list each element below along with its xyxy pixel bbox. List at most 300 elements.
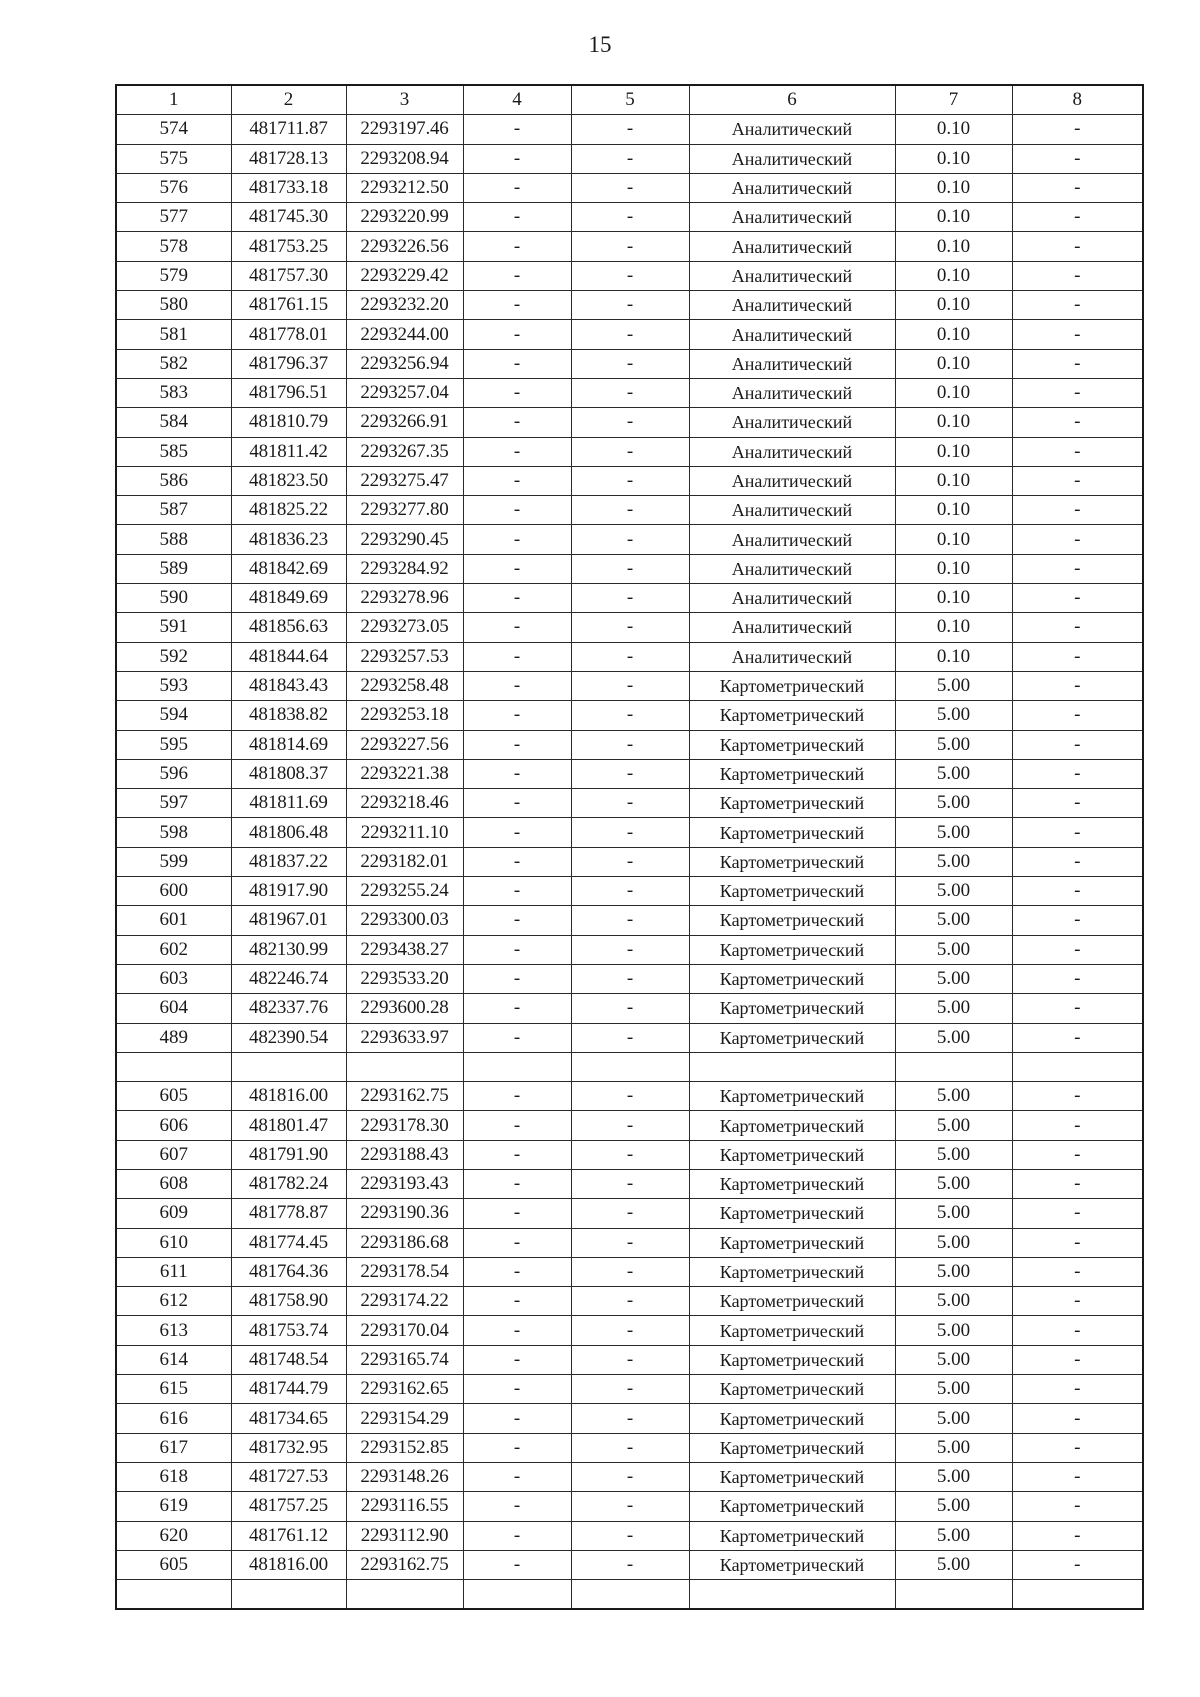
method-cell: Картометрический (689, 1521, 895, 1550)
col5-cell (571, 1580, 689, 1610)
col4-cell: - (463, 1257, 571, 1286)
col4-cell: - (463, 642, 571, 671)
accuracy-cell: 5.00 (895, 1228, 1012, 1257)
method-cell: Картометрический (689, 759, 895, 788)
table-row (116, 759, 1143, 788)
method-cell: Картометрический (689, 1404, 895, 1433)
col4-cell: - (463, 994, 571, 1023)
table-row (116, 1316, 1143, 1345)
table-row (116, 1052, 1143, 1081)
accuracy-cell: 5.00 (895, 964, 1012, 993)
table-row (116, 349, 1143, 378)
col4-cell: - (463, 1345, 571, 1374)
table-row (116, 671, 1143, 700)
accuracy-cell: 5.00 (895, 1169, 1012, 1198)
col5-cell: - (571, 1082, 689, 1111)
method-cell: Картометрический (689, 1345, 895, 1374)
col5-cell: - (571, 232, 689, 261)
x-coordinate-cell: 481825.22 (231, 496, 346, 525)
method-cell: Картометрический (689, 1023, 895, 1052)
point-number-cell: 577 (116, 203, 231, 232)
x-coordinate-cell: 481782.24 (231, 1169, 346, 1198)
point-number-cell: 619 (116, 1492, 231, 1521)
point-number-cell: 581 (116, 320, 231, 349)
point-number-cell: 614 (116, 1345, 231, 1374)
x-coordinate-cell: 482390.54 (231, 1023, 346, 1052)
col5-cell: - (571, 525, 689, 554)
x-coordinate-cell: 481791.90 (231, 1140, 346, 1169)
x-coordinate-cell: 481806.48 (231, 818, 346, 847)
table-row (116, 1345, 1143, 1374)
y-coordinate-cell: 2293258.48 (346, 671, 463, 700)
accuracy-cell: 0.10 (895, 496, 1012, 525)
col5-cell: - (571, 1023, 689, 1052)
method-cell: Картометрический (689, 1169, 895, 1198)
col5-cell: - (571, 1257, 689, 1286)
col4-cell: - (463, 613, 571, 642)
x-coordinate-cell: 481744.79 (231, 1375, 346, 1404)
method-cell: Картометрический (689, 1433, 895, 1462)
col5-cell: - (571, 1199, 689, 1228)
col8-cell: - (1012, 613, 1143, 642)
x-coordinate-cell: 481810.79 (231, 408, 346, 437)
accuracy-cell: 5.00 (895, 994, 1012, 1023)
x-coordinate-cell: 481849.69 (231, 584, 346, 613)
col5-cell: - (571, 613, 689, 642)
table-row (116, 1257, 1143, 1286)
col8-cell: - (1012, 291, 1143, 320)
col8-cell: - (1012, 1462, 1143, 1491)
column-header: 3 (346, 85, 463, 115)
x-coordinate-cell: 481917.90 (231, 877, 346, 906)
table-row (116, 437, 1143, 466)
table-row (116, 935, 1143, 964)
col5-cell: - (571, 877, 689, 906)
table-row (116, 466, 1143, 495)
x-coordinate-cell: 481774.45 (231, 1228, 346, 1257)
col4-cell: - (463, 730, 571, 759)
col4-cell: - (463, 1169, 571, 1198)
col8-cell: - (1012, 437, 1143, 466)
col5-cell: - (571, 906, 689, 935)
col8-cell: - (1012, 1492, 1143, 1521)
accuracy-cell: 0.10 (895, 525, 1012, 554)
point-number-cell: 599 (116, 847, 231, 876)
col4-cell: - (463, 1023, 571, 1052)
x-coordinate-cell: 481801.47 (231, 1111, 346, 1140)
col5-cell: - (571, 789, 689, 818)
col5-cell: - (571, 144, 689, 173)
point-number-cell (116, 1052, 231, 1081)
col8-cell: - (1012, 1140, 1143, 1169)
accuracy-cell: 0.10 (895, 584, 1012, 613)
accuracy-cell: 5.00 (895, 1462, 1012, 1491)
col8-cell: - (1012, 818, 1143, 847)
col5-cell: - (571, 759, 689, 788)
y-coordinate-cell: 2293154.29 (346, 1404, 463, 1433)
col5-cell: - (571, 584, 689, 613)
accuracy-cell: 5.00 (895, 1287, 1012, 1316)
col4-cell: - (463, 1550, 571, 1579)
table-row (116, 994, 1143, 1023)
col8-cell: - (1012, 1521, 1143, 1550)
y-coordinate-cell: 2293148.26 (346, 1462, 463, 1491)
col4-cell (463, 1052, 571, 1081)
method-cell: Картометрический (689, 730, 895, 759)
accuracy-cell: 0.10 (895, 115, 1012, 144)
table-row (116, 1580, 1143, 1610)
accuracy-cell: 5.00 (895, 671, 1012, 700)
method-cell: Аналитический (689, 173, 895, 202)
y-coordinate-cell: 2293211.10 (346, 818, 463, 847)
col4-cell: - (463, 291, 571, 320)
method-cell: Аналитический (689, 525, 895, 554)
y-coordinate-cell: 2293221.38 (346, 759, 463, 788)
table-row (116, 408, 1143, 437)
col4-cell: - (463, 408, 571, 437)
col5-cell: - (571, 378, 689, 407)
table-row (116, 1287, 1143, 1316)
x-coordinate-cell: 481757.25 (231, 1492, 346, 1521)
accuracy-cell: 0.10 (895, 554, 1012, 583)
col8-cell: - (1012, 261, 1143, 290)
col8-cell: - (1012, 1228, 1143, 1257)
x-coordinate-cell: 481796.37 (231, 349, 346, 378)
y-coordinate-cell: 2293266.91 (346, 408, 463, 437)
x-coordinate-cell: 481856.63 (231, 613, 346, 642)
col5-cell: - (571, 730, 689, 759)
table-row (116, 1082, 1143, 1111)
column-header: 2 (231, 85, 346, 115)
accuracy-cell: 5.00 (895, 730, 1012, 759)
accuracy-cell: 0.10 (895, 437, 1012, 466)
point-number-cell: 604 (116, 994, 231, 1023)
table-row (116, 847, 1143, 876)
col8-cell: - (1012, 1316, 1143, 1345)
col5-cell: - (571, 847, 689, 876)
y-coordinate-cell: 2293273.05 (346, 613, 463, 642)
column-header: 8 (1012, 85, 1143, 115)
col8-cell: - (1012, 232, 1143, 261)
point-number-cell: 605 (116, 1082, 231, 1111)
col8-cell: - (1012, 144, 1143, 173)
x-coordinate-cell: 481816.00 (231, 1550, 346, 1579)
y-coordinate-cell: 2293208.94 (346, 144, 463, 173)
col8-cell: - (1012, 496, 1143, 525)
col4-cell: - (463, 320, 571, 349)
y-coordinate-cell: 2293253.18 (346, 701, 463, 730)
table-row (116, 144, 1143, 173)
col4-cell: - (463, 349, 571, 378)
accuracy-cell: 5.00 (895, 1433, 1012, 1462)
table-row (116, 554, 1143, 583)
col5-cell: - (571, 818, 689, 847)
accuracy-cell: 5.00 (895, 789, 1012, 818)
y-coordinate-cell: 2293300.03 (346, 906, 463, 935)
y-coordinate-cell (346, 1052, 463, 1081)
coordinates-table (115, 84, 1144, 1610)
table-row (116, 964, 1143, 993)
col8-cell: - (1012, 378, 1143, 407)
col4-cell: - (463, 1375, 571, 1404)
point-number-cell: 575 (116, 144, 231, 173)
method-cell: Картометрический (689, 847, 895, 876)
y-coordinate-cell: 2293267.35 (346, 437, 463, 466)
method-cell: Картометрический (689, 789, 895, 818)
method-cell: Картометрический (689, 964, 895, 993)
x-coordinate-cell: 481757.30 (231, 261, 346, 290)
point-number-cell: 607 (116, 1140, 231, 1169)
table-row (116, 115, 1143, 144)
accuracy-cell: 0.10 (895, 320, 1012, 349)
x-coordinate-cell: 481843.43 (231, 671, 346, 700)
col5-cell: - (571, 1521, 689, 1550)
y-coordinate-cell: 2293162.75 (346, 1550, 463, 1579)
col4-cell: - (463, 554, 571, 583)
col8-cell: - (1012, 115, 1143, 144)
table-row (116, 1404, 1143, 1433)
col8-cell: - (1012, 701, 1143, 730)
point-number-cell: 609 (116, 1199, 231, 1228)
y-coordinate-cell: 2293257.04 (346, 378, 463, 407)
x-coordinate-cell: 481728.13 (231, 144, 346, 173)
col4-cell: - (463, 466, 571, 495)
col8-cell: - (1012, 1404, 1143, 1433)
column-header: 7 (895, 85, 1012, 115)
col4-cell: - (463, 378, 571, 407)
x-coordinate-cell: 481764.36 (231, 1257, 346, 1286)
x-coordinate-cell: 481823.50 (231, 466, 346, 495)
col8-cell: - (1012, 994, 1143, 1023)
y-coordinate-cell: 2293284.92 (346, 554, 463, 583)
table-row (116, 730, 1143, 759)
method-cell: Аналитический (689, 115, 895, 144)
page-number: 15 (588, 32, 612, 57)
col8-cell: - (1012, 1257, 1143, 1286)
y-coordinate-cell: 2293277.80 (346, 496, 463, 525)
table-row (116, 173, 1143, 202)
y-coordinate-cell: 2293227.56 (346, 730, 463, 759)
x-coordinate-cell: 481837.22 (231, 847, 346, 876)
accuracy-cell: 0.10 (895, 408, 1012, 437)
point-number-cell: 617 (116, 1433, 231, 1462)
y-coordinate-cell: 2293193.43 (346, 1169, 463, 1198)
accuracy-cell: 5.00 (895, 1257, 1012, 1286)
method-cell: Аналитический (689, 378, 895, 407)
col4-cell: - (463, 232, 571, 261)
point-number-cell: 616 (116, 1404, 231, 1433)
col5-cell: - (571, 935, 689, 964)
point-number-cell: 610 (116, 1228, 231, 1257)
col8-cell: - (1012, 349, 1143, 378)
point-number-cell: 583 (116, 378, 231, 407)
table-header-row (116, 85, 1143, 115)
point-number-cell: 574 (116, 115, 231, 144)
method-cell: Аналитический (689, 642, 895, 671)
col5-cell: - (571, 496, 689, 525)
table-row (116, 320, 1143, 349)
method-cell: Аналитический (689, 437, 895, 466)
col5-cell (571, 1052, 689, 1081)
y-coordinate-cell: 2293190.36 (346, 1199, 463, 1228)
col8-cell: - (1012, 1345, 1143, 1374)
col4-cell: - (463, 1140, 571, 1169)
method-cell (689, 1052, 895, 1081)
accuracy-cell: 5.00 (895, 1082, 1012, 1111)
col8-cell: - (1012, 1023, 1143, 1052)
accuracy-cell: 5.00 (895, 759, 1012, 788)
col8-cell: - (1012, 173, 1143, 202)
y-coordinate-cell: 2293275.47 (346, 466, 463, 495)
y-coordinate-cell: 2293229.42 (346, 261, 463, 290)
col4-cell: - (463, 1433, 571, 1462)
col5-cell: - (571, 1287, 689, 1316)
col8-cell: - (1012, 935, 1143, 964)
accuracy-cell: 0.10 (895, 203, 1012, 232)
x-coordinate-cell: 481758.90 (231, 1287, 346, 1316)
table-row (116, 701, 1143, 730)
col5-cell: - (571, 437, 689, 466)
y-coordinate-cell: 2293244.00 (346, 320, 463, 349)
x-coordinate-cell: 482130.99 (231, 935, 346, 964)
col5-cell: - (571, 349, 689, 378)
x-coordinate-cell (231, 1580, 346, 1610)
table-row (116, 1375, 1143, 1404)
point-number-cell: 578 (116, 232, 231, 261)
col8-cell: - (1012, 466, 1143, 495)
point-number-cell: 584 (116, 408, 231, 437)
table-row (116, 203, 1143, 232)
table-row (116, 1023, 1143, 1052)
point-number-cell: 582 (116, 349, 231, 378)
accuracy-cell: 5.00 (895, 1345, 1012, 1374)
y-coordinate-cell: 2293438.27 (346, 935, 463, 964)
method-cell: Картометрический (689, 818, 895, 847)
x-coordinate-cell: 481734.65 (231, 1404, 346, 1433)
col5-cell: - (571, 1345, 689, 1374)
x-coordinate-cell: 481748.54 (231, 1345, 346, 1374)
point-number-cell: 611 (116, 1257, 231, 1286)
x-coordinate-cell (231, 1052, 346, 1081)
col5-cell: - (571, 1550, 689, 1579)
point-number-cell: 601 (116, 906, 231, 935)
method-cell: Картометрический (689, 1082, 895, 1111)
x-coordinate-cell: 481838.82 (231, 701, 346, 730)
point-number-cell: 605 (116, 1550, 231, 1579)
col8-cell: - (1012, 203, 1143, 232)
col4-cell: - (463, 1111, 571, 1140)
point-number-cell: 598 (116, 818, 231, 847)
col5-cell: - (571, 1404, 689, 1433)
table-row (116, 1228, 1143, 1257)
x-coordinate-cell: 481753.74 (231, 1316, 346, 1345)
col8-cell: - (1012, 1433, 1143, 1462)
method-cell: Картометрический (689, 701, 895, 730)
col8-cell: - (1012, 554, 1143, 583)
col8-cell: - (1012, 730, 1143, 759)
method-cell: Аналитический (689, 496, 895, 525)
col4-cell: - (463, 115, 571, 144)
point-number-cell: 590 (116, 584, 231, 613)
accuracy-cell: 5.00 (895, 1492, 1012, 1521)
col5-cell: - (571, 408, 689, 437)
x-coordinate-cell: 481778.87 (231, 1199, 346, 1228)
method-cell: Аналитический (689, 584, 895, 613)
col8-cell (1012, 1580, 1143, 1610)
y-coordinate-cell: 2293278.96 (346, 584, 463, 613)
method-cell: Картометрический (689, 671, 895, 700)
table-row (116, 789, 1143, 818)
table-row (116, 818, 1143, 847)
col5-cell: - (571, 1433, 689, 1462)
point-number-cell: 592 (116, 642, 231, 671)
table-row (116, 1433, 1143, 1462)
col5-cell: - (571, 291, 689, 320)
method-cell: Аналитический (689, 408, 895, 437)
point-number-cell: 606 (116, 1111, 231, 1140)
col4-cell: - (463, 144, 571, 173)
col8-cell: - (1012, 671, 1143, 700)
table-row (116, 378, 1143, 407)
point-number-cell: 586 (116, 466, 231, 495)
method-cell: Картометрический (689, 994, 895, 1023)
x-coordinate-cell: 481967.01 (231, 906, 346, 935)
y-coordinate-cell: 2293290.45 (346, 525, 463, 554)
table-row (116, 906, 1143, 935)
point-number-cell: 620 (116, 1521, 231, 1550)
table-row (116, 1140, 1143, 1169)
method-cell: Аналитический (689, 613, 895, 642)
y-coordinate-cell: 2293226.56 (346, 232, 463, 261)
accuracy-cell: 0.10 (895, 349, 1012, 378)
point-number-cell: 613 (116, 1316, 231, 1345)
col4-cell: - (463, 437, 571, 466)
col4-cell: - (463, 1404, 571, 1433)
point-number-cell: 594 (116, 701, 231, 730)
col8-cell: - (1012, 320, 1143, 349)
point-number-cell: 589 (116, 554, 231, 583)
col5-cell: - (571, 320, 689, 349)
y-coordinate-cell: 2293170.04 (346, 1316, 463, 1345)
y-coordinate-cell: 2293600.28 (346, 994, 463, 1023)
column-header: 4 (463, 85, 571, 115)
y-coordinate-cell: 2293178.54 (346, 1257, 463, 1286)
point-number-cell: 580 (116, 291, 231, 320)
col8-cell: - (1012, 789, 1143, 818)
col4-cell: - (463, 1462, 571, 1491)
col4-cell: - (463, 1492, 571, 1521)
point-number-cell: 597 (116, 789, 231, 818)
method-cell: Аналитический (689, 203, 895, 232)
accuracy-cell: 5.00 (895, 1521, 1012, 1550)
point-number-cell: 579 (116, 261, 231, 290)
col5-cell: - (571, 554, 689, 583)
point-number-cell: 595 (116, 730, 231, 759)
method-cell: Картометрический (689, 1375, 895, 1404)
col5-cell: - (571, 701, 689, 730)
col5-cell: - (571, 964, 689, 993)
col4-cell: - (463, 877, 571, 906)
method-cell: Картометрический (689, 1111, 895, 1140)
point-number-cell: 587 (116, 496, 231, 525)
table-row (116, 525, 1143, 554)
point-number-cell: 585 (116, 437, 231, 466)
accuracy-cell: 5.00 (895, 1023, 1012, 1052)
col4-cell: - (463, 261, 571, 290)
accuracy-cell: 5.00 (895, 1375, 1012, 1404)
x-coordinate-cell: 481844.64 (231, 642, 346, 671)
y-coordinate-cell: 2293197.46 (346, 115, 463, 144)
